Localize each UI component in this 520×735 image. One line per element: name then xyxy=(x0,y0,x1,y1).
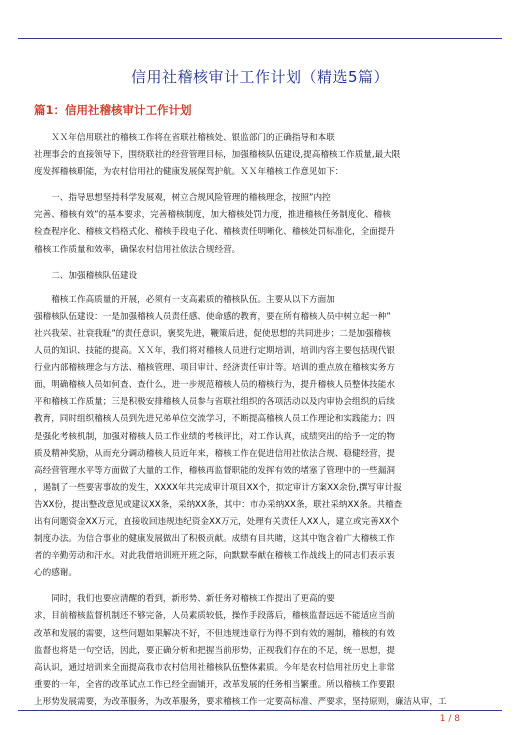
document-body xyxy=(34,130,486,720)
document-title: 信用社稽核审计工作计划（精选5篇） xyxy=(130,68,390,86)
section-heading: 篇1：信用社稽核审计工作计划 xyxy=(34,103,192,117)
paragraph-situation: 同时，我们也要应清醒的看到，新形势、新任务对稽核工作提出了更高的要 求，目前稽核监督机制还不够完备，人员素质较低，操作手段落后，稽核监督远远不能适应当前 改革和发展的需要，这些问题如果解决不好，不但违规违章行为得不到有效的遏制，稽核的有效 监督也将是一句空话，因此，要正确分析和把握当前形势，正视我们存在的不足，统一思想，提 高认识，通过培训来全面提高我市农村信用社稽核队伍整体素质。今年是农村信用社历史上非常 重要的一年，全省的改革试点工作已经全面铺开，改革发展的任务相当繁重。所以稽核工作要跟 上形势发展需要，为改革服务，为改革服务，要求稽核工作一定要高标准、严要求，坚持原则，廉洁从审，工 xyxy=(34,594,447,707)
header-rule xyxy=(18,38,502,39)
paragraph-guiding-ideology: 一、指导思想坚持科学发展观，树立合规风险管理的稽核理念，按照”内控 完善、稽核有效”的基本要求，完善稽核制度，加大稽核处罚力度，推进稽核任务制度化、稽核 检查程序化、稽核文档格式化、稽核手段电子化、稽核责任明晰化、稽核处罚标准化，全面提升 稽核工作质量和效率，确保农村信用社依法合规经营。 xyxy=(34,193,395,255)
paragraph-intro: ＸＸ年信用联社的稽核工作将在省联社稽核处、银监部门的正确指导和本联 社理事会的直接领导下，围绕联社的经营管理目标，加强稽核队伍建设,提高稽核工作质量,最大限 度发挥稽核职能，为农村信用社的健康发展保驾护航。ＸＸ年稽核工作意见如下： xyxy=(34,133,401,178)
footer-rule xyxy=(18,710,502,711)
page-number: 1 / 8 xyxy=(439,714,460,724)
paragraph-team-building-heading: 二、加强稽核队伍建设 xyxy=(34,270,138,281)
paragraph-team-building: 稽核工作高质量的开展，必须有一支高素质的稽核队伍。主要从以下方面加 强稽核队伍建设：一是加强稽核人员责任感、使命感的教育，要在所有稽核人员中树立起一种” 社兴我荣、社衰我耻”的责任意识，褒奖先进，鞭策后进，促使思想的共同进步；二是加强稽核 人员的知识、技能的提高。ＸＸ年，我们将对稽核人员进行定期培训，培训内容主要包括现代银 行业内部稽核理念与方法、稽核管理、项目审计、经济责任审计等。培训的重点放在稽核实务方 面，明确稽核人员如何查、查什么，进一步规范稽核人员的稽核行为，提升稽核人员整体技能水 平和稽核工作质量；三是积极安排稽核人员参与省联社组织的各项活动以及内审协会组织的后续 教育，同时组织稽核人员到先进兄弟单位交流学习，不断提高稽核人员工作理论和实践能力；四 是强化考核机制，加强对稽核人员工作业绩的考核评比，对工作认真，成绩突出的给予一定的物 质及精神奖励，从而充分调动稽核人员近年来，稽核工作在促进信用社依法合规、稳健经营，提 高经营管理水平等方面做了大量的工作，稽核再监督职能的发挥有效的堵塞了管理中的一些漏洞 ，遏制了一些要害事故的发生，XXXX年共完成审计项目XX个，拟定审计方案XX余份,撰写审计报 告XX份，提出整改意见或建议XX条，采纳XX条，其中：市办采纳XX条，联社采纳XX条。共稽查 出有问题资金XX万元，直接收回违规违纪资金XX万元，处理有关责任人XX人，建立或完善XX个 制度办法。为信合事业的健康发展做出了积极贡献。成绩有目共睹，这其中饱含着广大稽核工作 者的辛勤劳动和汗水。对此我借培训班开班之际，向默默奉献在稽核工作战线上的同志们表示衷 心的感谢。 xyxy=(34,294,403,579)
